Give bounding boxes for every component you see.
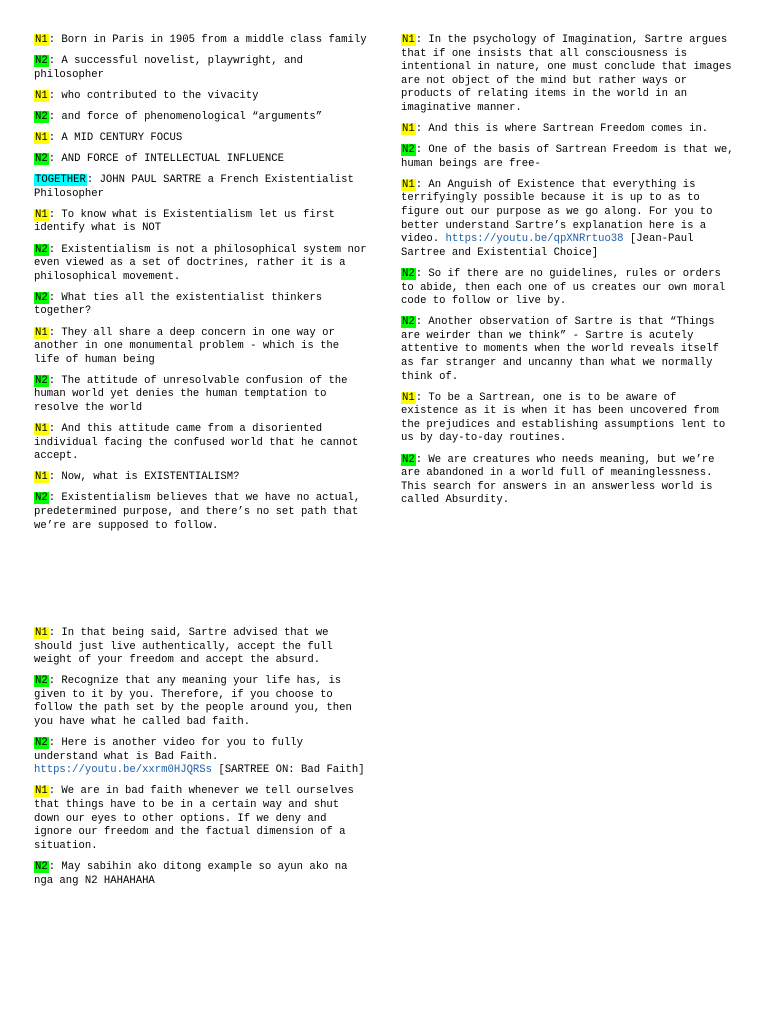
speaker-tag: N2 (35, 492, 48, 505)
dialogue-text: : To know what is Existentialism let us first identify what is NOT (34, 208, 335, 235)
speaker-tag: N1 (35, 131, 48, 144)
dialogue-text: : who contributed to the vivacity (48, 89, 259, 102)
dialogue-line (401, 144, 736, 171)
video-link[interactable]: https://youtu.be/qpXNRrtuo38 (445, 233, 624, 246)
speaker-tag: N1 (35, 785, 48, 798)
speaker-tag: N2 (35, 110, 48, 123)
speaker-tag: N2 (402, 453, 415, 466)
speaker-tag: N2 (35, 860, 48, 873)
dialogue-line (34, 55, 368, 82)
dialogue-text: : So if there are no guidelines, rules or orders to abide, then each one of us creates our own moral code to follow or live by. (401, 267, 726, 308)
dialogue-line (401, 34, 736, 116)
dialogue-line (34, 292, 368, 319)
dialogue-line (34, 375, 368, 416)
dialogue-text: : What ties all the existentialist thinkers together? (34, 291, 323, 318)
dialogue-line (34, 675, 368, 729)
dialogue-text: : And this attitude came from a disoriented individual facing the confused world that he cannot accept. (34, 423, 359, 463)
dialogue-text: : Another observation of Sartre is that “Things are weirder than we think” - Sartre is acutely attentive to moments when the world reveals itself as far stranger and uncanny than what we normally think of. (401, 316, 719, 383)
video-title: [SARTREE ON: Bad Faith] (212, 764, 365, 777)
speaker-tag: N1 (402, 178, 415, 191)
speaker-tag: N2 (402, 316, 415, 329)
dialogue-line (34, 471, 368, 485)
dialogue-line (401, 268, 736, 309)
dialogue-line (401, 179, 736, 261)
dialogue-text: : Recognize that any meaning your life has, is given to it by you. Therefore, if you choose to follow the path set by the people around you, then you have what he called bad faith. (34, 675, 352, 729)
speaker-tag: N2 (35, 243, 48, 256)
dialogue-line (34, 737, 368, 778)
dialogue-line (34, 244, 368, 285)
dialogue-line (34, 132, 368, 146)
speaker-tag: N1 (35, 208, 48, 221)
dialogue-text: : Existentialism is not a philosophical system nor even viewed as a set of doctrines, rather it is a philosophical movement. (34, 243, 367, 283)
dialogue-line (34, 174, 368, 201)
dialogue-text: : And this is where Sartrean Freedom comes in. (415, 123, 709, 136)
left-column (34, 34, 368, 541)
speaker-tag: N1 (35, 423, 48, 436)
speaker-tag: N1 (35, 89, 48, 102)
dialogue-text: : One of the basis of Sartrean Freedom is that we, human beings are free- (401, 144, 734, 170)
speaker-tag: N1 (402, 391, 415, 404)
speaker-tag: N2 (35, 374, 48, 387)
dialogue-text: : Here is another video for you to fully understand what is Bad Faith. (34, 737, 304, 763)
dialogue-text: : Existentialism believes that we have no actual, predetermined purpose, and there’s no set path that we’re are supposed to follow. (34, 492, 361, 532)
dialogue-text: : A successful novelist, playwright, and philosopher (34, 55, 304, 81)
speaker-tag: N1 (35, 627, 48, 639)
dialogue-line (401, 316, 736, 384)
dialogue-text: : A MID CENTURY FOCUS (48, 131, 183, 144)
speaker-tag: N2 (402, 267, 415, 280)
dialogue-line (401, 123, 736, 137)
dialogue-line (34, 111, 368, 125)
dialogue-text: : The attitude of unresolvable confusion of the human world yet denies the human temptation to resolve the world (34, 374, 348, 414)
dialogue-line (34, 423, 368, 464)
dialogue-text: : An Anguish of Existence that everything is terrifyingly possible because it is up to as to figure out our purpose as we go along. For you to better understand Sartre’s explanation here is a video. (401, 178, 713, 246)
dialogue-text: : Born in Paris in 1905 from a middle class family (48, 34, 367, 46)
speaker-tag: N1 (35, 471, 48, 484)
dialogue-text: : In that being said, Sartre advised that we should just live authentically, accept the full weight of your freedom and accept the absurd. (34, 627, 333, 667)
dialogue-line (34, 34, 368, 48)
speaker-tag: N2 (402, 144, 415, 157)
dialogue-line (401, 392, 736, 446)
dialogue-text: : and force of phenomenological “arguments” (48, 110, 323, 123)
speaker-tag: TOGETHER (35, 174, 86, 187)
dialogue-text: : Now, what is EXISTENTIALISM? (48, 471, 240, 484)
dialogue-line (34, 861, 368, 888)
speaker-tag: N2 (35, 55, 48, 68)
dialogue-line (34, 90, 368, 104)
dialogue-line (34, 209, 368, 236)
speaker-tag: N1 (402, 123, 415, 136)
dialogue-line (34, 153, 368, 167)
speaker-tag: N1 (402, 34, 415, 46)
dialogue-line (401, 454, 736, 508)
dialogue-text: : To be a Sartrean, one is to be aware of existence as it is when it has been uncovered from the prejudices and establishing assumptions lent to us by day-to-day routines. (401, 391, 726, 445)
speaker-tag: N1 (35, 34, 48, 46)
video-link[interactable]: https://youtu.be/xxrm0HJQRSs (34, 764, 213, 777)
dialogue-text: : AND FORCE of INTELLECTUAL INFLUENCE (48, 153, 284, 166)
dialogue-text: : We are in bad faith whenever we tell ourselves that things have to be in a certain way and shut down our eyes to other options. If we deny and ignore our freedom and the factual dimension of a situation. (34, 785, 354, 852)
dialogue-text: : JOHN PAUL SARTRE a French Existentialist Philosopher (34, 174, 354, 200)
dialogue-text: : In the psychology of Imagination, Sartre argues that if one insists that all consciousness is intentional in nature, one must conclude that images are not object of the mind but rather ways or products of relating items in the world in an imaginative manner. (401, 34, 732, 114)
speaker-tag: N2 (35, 153, 48, 166)
video-title: [Jean-Paul Sartree and Existential Choice] (401, 233, 694, 259)
right-column (401, 34, 736, 515)
dialogue-line (34, 785, 368, 853)
dialogue-text: : May sabihin ako ditong example so ayun ako na nga ang N2 HAHAHAHA (34, 860, 348, 887)
dialogue-text: : We are creatures who needs meaning, but we’re are abandoned in a world full of meaninglessness. This search for answers in an answerless world is called Absurdity. (401, 453, 715, 507)
dialogue-line (34, 327, 368, 368)
speaker-tag: N2 (35, 675, 48, 688)
speaker-tag: N2 (35, 737, 48, 750)
dialogue-line (34, 627, 368, 668)
bottom-left-column (34, 627, 368, 896)
dialogue-text: : They all share a deep concern in one way or another in one monumental problem - which is the life of human being (34, 326, 340, 366)
dialogue-line (34, 492, 368, 533)
speaker-tag: N2 (35, 291, 48, 304)
speaker-tag: N1 (35, 326, 48, 339)
